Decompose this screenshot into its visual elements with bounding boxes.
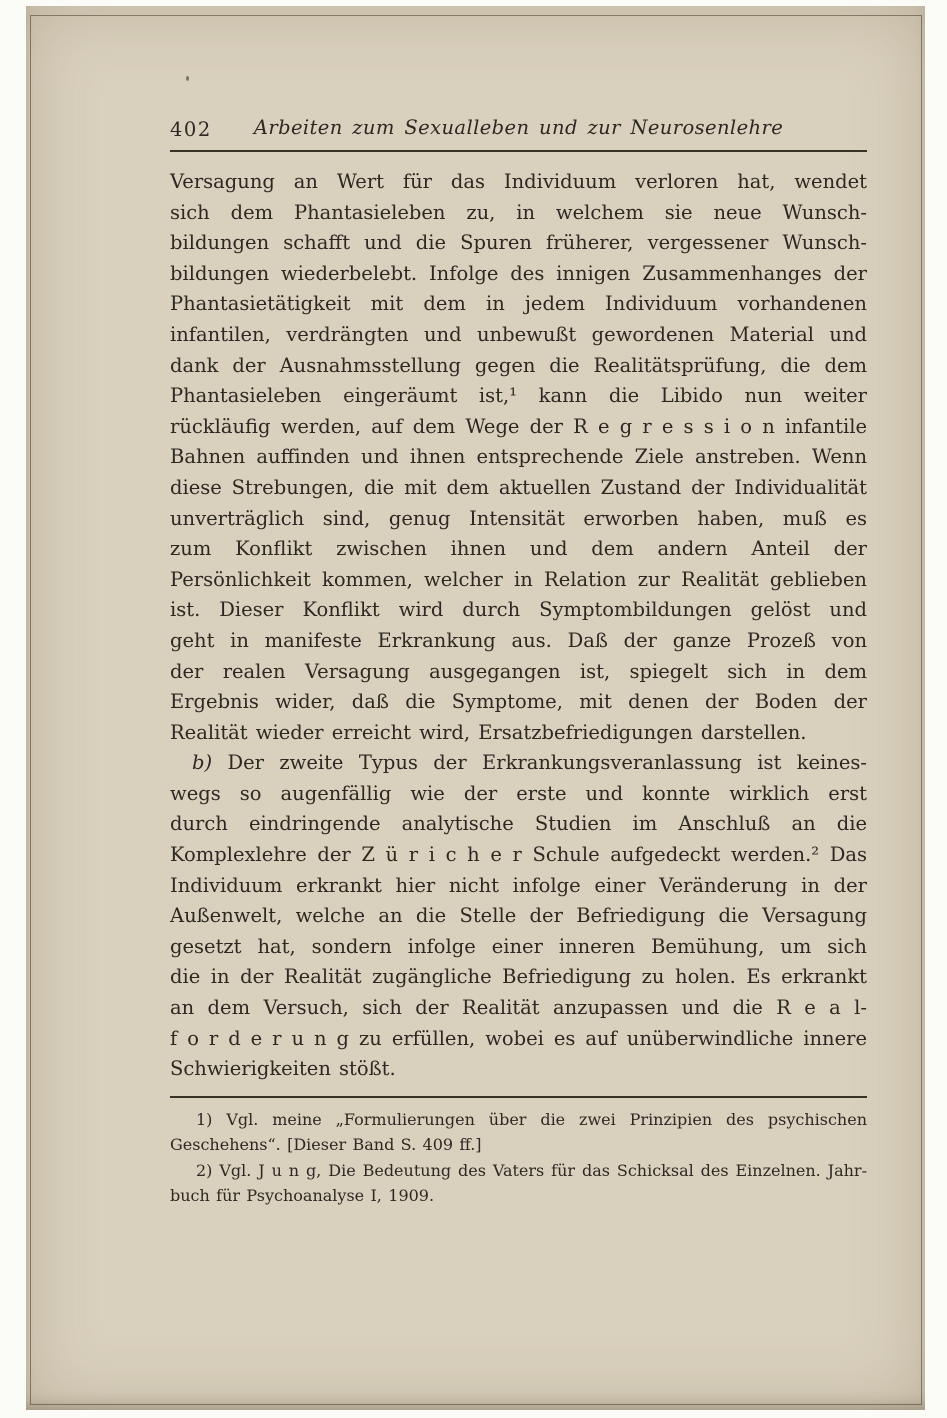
paragraph-1 [170,167,867,748]
footnote-line: Geschehens“. [Dieser Band S. 409 ff.] [170,1135,482,1155]
text-line: Individuum erkrankt hier nicht infolge einer Veränderung in der [170,873,867,897]
text-line: diese Strebungen, die mit dem aktuellen Zustand der Individualität [170,475,867,499]
text-line: Schwierigkeiten stößt. [170,1057,396,1081]
text-line: Bahnen auffinden und ihnen entsprechende Ziele anstreben. Wenn [170,445,867,469]
text-line: der realen Versagung ausgegangen ist, spiegelt sich in dem [170,659,867,683]
text-line-rest: Der zweite Typus der Erkrankungsveranlassung ist keines- [227,751,867,775]
body-text [170,167,867,1085]
footnote-line: 2) Vgl. J u n g, Die Bedeutung des Vaters für das Schicksal des Einzelnen. Jahr- [196,1160,867,1180]
text-line: bildungen schafft und die Spuren früherer, vergessener Wunsch- [170,231,867,255]
text-line: Realität wieder erreicht wird, Ersatzbefriedigungen darstellen. [170,720,807,744]
text-line: Phantasieleben eingeräumt ist,¹ kann die Libido nun weiter [170,384,867,408]
text-line: zum Konflikt zwischen ihnen und dem andern Anteil der [170,537,867,561]
text-line: gesetzt hat, sondern infolge einer inneren Bemühung, um sich [170,934,867,958]
text-line: bildungen wiederbelebt. Infolge des innigen Zusammenhanges der [170,261,867,285]
text-line: Komplexlehre der Z ü r i c h e r Schule aufgedeckt werden.² Das [170,843,867,867]
text-line: Ergebnis wider, daß die Symptome, mit denen der Boden der [170,690,867,714]
text-line: infantilen, verdrängten und unbewußt gewordenen Material und [170,322,867,346]
paragraph-2 [170,748,867,1085]
scan-artifact-speck [186,76,189,81]
text-line: Persönlichkeit kommen, welcher in Relation zur Realität geblieben [170,567,867,591]
scanned-book-page [26,6,925,1410]
text-line: geht in manifeste Erkrankung aus. Daß der ganze Prozeß von [170,628,867,652]
text-line: Versagung an Wert für das Individuum verloren hat, wendet [170,170,867,193]
paragraph-marker: b) [192,751,213,775]
footnote-line: 1) Vgl. meine „Formulierungen über die zwei Prinzipien des psychischen [196,1109,867,1129]
text-line: sich dem Phantasieleben zu, in welchem sie neue Wunsch- [170,200,867,224]
text-line: dank der Ausnahmsstellung gegen die Realitätsprüfung, die dem [170,353,867,377]
text-line: Phantasietätigkeit mit dem in jedem Individuum vorhandenen [170,292,867,316]
running-title: Arbeiten zum Sexualleben und zur Neurosenlehre [253,116,784,139]
footnote-2 [170,1158,867,1209]
page-number: 402 [170,118,212,141]
text-line [170,748,867,779]
text-line: an dem Versuch, sich der Realität anzupassen und die R e a l- [170,996,867,1020]
text-line: ist. Dieser Konflikt wird durch Symptombildungen gelöst und [170,598,867,622]
text-block [170,116,867,1209]
text-line: durch eindringende analytische Studien im Anschluß an die [170,812,867,836]
footnote-1 [170,1107,867,1158]
footnote-separator-rule [170,1096,867,1098]
text-line: wegs so augenfällig wie der erste und konnte wirklich erst [170,781,867,805]
text-line: rückläufig werden, auf dem Wege der R e g r e s s i o n infantile [170,414,867,438]
footnote-line: buch für Psychoanalyse I, 1909. [170,1186,435,1206]
header-rule [170,150,867,152]
footnotes [170,1107,867,1209]
page-header [170,116,867,146]
text-line: f o r d e r u n g zu erfüllen, wobei es auf unüberwindliche innere [170,1026,867,1050]
text-line: die in der Realität zugängliche Befriedigung zu holen. Es erkrankt [170,965,867,989]
text-line: unverträglich sind, genug Intensität erworben haben, muß es [170,506,867,530]
text-line: Außenwelt, welche an die Stelle der Befriedigung die Versagung [170,904,867,928]
